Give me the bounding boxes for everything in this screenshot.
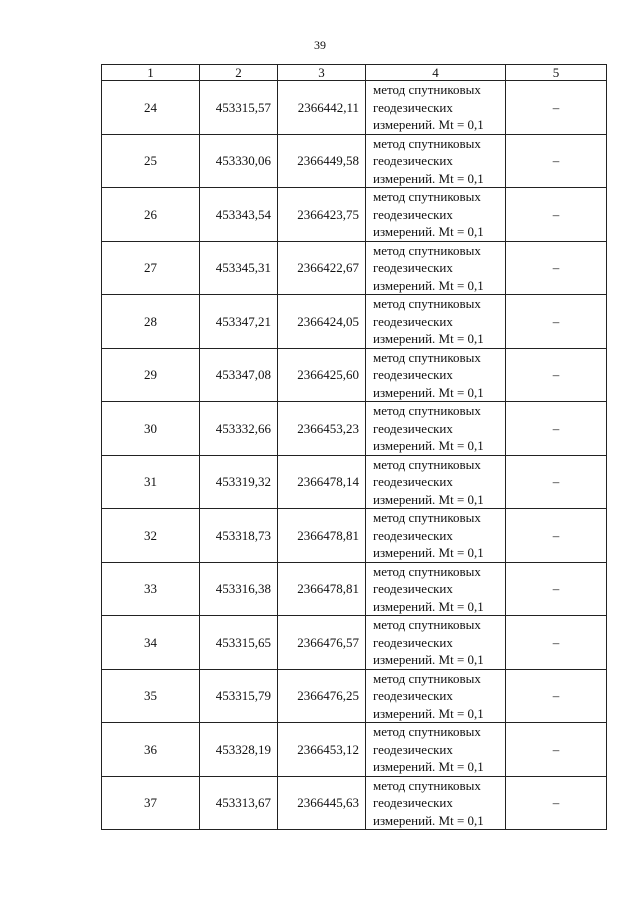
point-number-cell: 27 xyxy=(102,241,200,295)
y-coordinate-cell: 2366424,05 xyxy=(278,295,366,349)
y-coordinate-cell: 2366423,75 xyxy=(278,188,366,242)
point-number-cell: 36 xyxy=(102,723,200,777)
note-cell: – xyxy=(506,241,607,295)
y-coordinate-cell: 2366453,12 xyxy=(278,723,366,777)
table-row xyxy=(102,455,607,509)
note-cell: – xyxy=(506,509,607,563)
point-number-cell: 35 xyxy=(102,669,200,723)
point-number-cell: 29 xyxy=(102,348,200,402)
point-number-cell: 37 xyxy=(102,776,200,830)
y-coordinate-cell: 2366453,23 xyxy=(278,402,366,456)
note-cell: – xyxy=(506,616,607,670)
x-coordinate-cell: 453330,06 xyxy=(200,134,278,188)
method-cell: метод спутниковых геодезических измерений. Mt = 0,1 xyxy=(366,723,506,777)
note-cell: – xyxy=(506,348,607,402)
table-row xyxy=(102,295,607,349)
point-number-cell: 25 xyxy=(102,134,200,188)
point-number-cell: 28 xyxy=(102,295,200,349)
method-cell: метод спутниковых геодезических измерений. Mt = 0,1 xyxy=(366,348,506,402)
point-number-cell: 30 xyxy=(102,402,200,456)
table-row xyxy=(102,562,607,616)
table-row xyxy=(102,402,607,456)
table-row xyxy=(102,81,607,135)
note-cell: – xyxy=(506,562,607,616)
method-cell: метод спутниковых геодезических измерений. Mt = 0,1 xyxy=(366,776,506,830)
note-cell: – xyxy=(506,402,607,456)
note-cell: – xyxy=(506,295,607,349)
x-coordinate-cell: 453316,38 xyxy=(200,562,278,616)
y-coordinate-cell: 2366478,81 xyxy=(278,509,366,563)
column-header-4: 4 xyxy=(366,65,506,81)
note-cell: – xyxy=(506,134,607,188)
note-cell: – xyxy=(506,776,607,830)
x-coordinate-cell: 453343,54 xyxy=(200,188,278,242)
x-coordinate-cell: 453332,66 xyxy=(200,402,278,456)
table-row xyxy=(102,134,607,188)
x-coordinate-cell: 453319,32 xyxy=(200,455,278,509)
method-cell: метод спутниковых геодезических измерений. Mt = 0,1 xyxy=(366,81,506,135)
point-number-cell: 33 xyxy=(102,562,200,616)
method-cell: метод спутниковых геодезических измерений. Mt = 0,1 xyxy=(366,616,506,670)
table-row xyxy=(102,669,607,723)
method-cell: метод спутниковых геодезических измерений. Mt = 0,1 xyxy=(366,402,506,456)
table-row xyxy=(102,616,607,670)
point-number-cell: 34 xyxy=(102,616,200,670)
method-cell: метод спутниковых геодезических измерений. Mt = 0,1 xyxy=(366,562,506,616)
column-header-2: 2 xyxy=(200,65,278,81)
y-coordinate-cell: 2366445,63 xyxy=(278,776,366,830)
note-cell: – xyxy=(506,723,607,777)
x-coordinate-cell: 453347,21 xyxy=(200,295,278,349)
point-number-cell: 26 xyxy=(102,188,200,242)
method-cell: метод спутниковых геодезических измерений. Mt = 0,1 xyxy=(366,509,506,563)
method-cell: метод спутниковых геодезических измерений. Mt = 0,1 xyxy=(366,241,506,295)
table-row xyxy=(102,776,607,830)
point-number-cell: 31 xyxy=(102,455,200,509)
point-number-cell: 32 xyxy=(102,509,200,563)
column-header-5: 5 xyxy=(506,65,607,81)
table-header-row xyxy=(102,65,607,81)
method-cell: метод спутниковых геодезических измерений. Mt = 0,1 xyxy=(366,134,506,188)
note-cell: – xyxy=(506,188,607,242)
y-coordinate-cell: 2366442,11 xyxy=(278,81,366,135)
x-coordinate-cell: 453313,67 xyxy=(200,776,278,830)
table-row xyxy=(102,188,607,242)
table-row xyxy=(102,509,607,563)
y-coordinate-cell: 2366422,67 xyxy=(278,241,366,295)
column-header-3: 3 xyxy=(278,65,366,81)
x-coordinate-cell: 453315,79 xyxy=(200,669,278,723)
x-coordinate-cell: 453345,31 xyxy=(200,241,278,295)
note-cell: – xyxy=(506,81,607,135)
table-row xyxy=(102,241,607,295)
x-coordinate-cell: 453315,57 xyxy=(200,81,278,135)
method-cell: метод спутниковых геодезических измерений. Mt = 0,1 xyxy=(366,455,506,509)
page-number: 39 xyxy=(314,38,326,52)
note-cell: – xyxy=(506,669,607,723)
table-row xyxy=(102,723,607,777)
x-coordinate-cell: 453318,73 xyxy=(200,509,278,563)
column-header-1: 1 xyxy=(102,65,200,81)
y-coordinate-cell: 2366478,14 xyxy=(278,455,366,509)
y-coordinate-cell: 2366476,25 xyxy=(278,669,366,723)
note-cell: – xyxy=(506,455,607,509)
y-coordinate-cell: 2366478,81 xyxy=(278,562,366,616)
method-cell: метод спутниковых геодезических измерений. Mt = 0,1 xyxy=(366,669,506,723)
method-cell: метод спутниковых геодезических измерений. Mt = 0,1 xyxy=(366,188,506,242)
x-coordinate-cell: 453328,19 xyxy=(200,723,278,777)
y-coordinate-cell: 2366449,58 xyxy=(278,134,366,188)
y-coordinate-cell: 2366476,57 xyxy=(278,616,366,670)
x-coordinate-cell: 453315,65 xyxy=(200,616,278,670)
table-row xyxy=(102,348,607,402)
x-coordinate-cell: 453347,08 xyxy=(200,348,278,402)
method-cell: метод спутниковых геодезических измерений. Mt = 0,1 xyxy=(366,295,506,349)
y-coordinate-cell: 2366425,60 xyxy=(278,348,366,402)
point-number-cell: 24 xyxy=(102,81,200,135)
coordinates-table xyxy=(101,64,607,830)
